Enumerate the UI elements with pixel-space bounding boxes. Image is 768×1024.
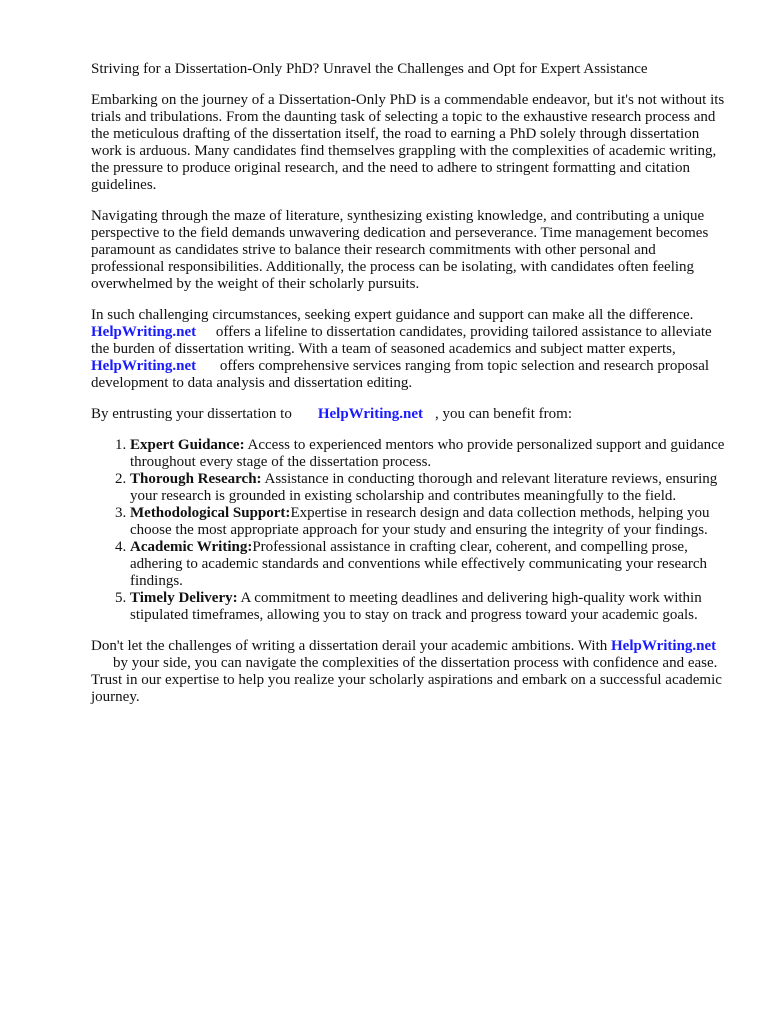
benefit-text: Assistance in conducting thorough and relevant literature reviews, ensuring your research is grounded in existing scholarship and contributes meaningfully to the field. xyxy=(130,471,718,504)
benefits-list xyxy=(91,437,731,624)
assistance-paragraph xyxy=(91,307,731,392)
list-item xyxy=(130,539,731,590)
benefit-text: Access to experienced mentors who provide personalized support and guidance throughout every stage of the dissertation process. xyxy=(130,437,725,470)
helpwriting-link-3[interactable]: HelpWriting.net xyxy=(317,406,423,422)
closing-text-1: Don't let the challenges of writing a dissertation derail your academic ambitions. With xyxy=(91,638,608,654)
benefit-term: Timely Delivery: xyxy=(130,590,238,606)
benefit-text: Expertise in research design and data collection methods, helping you choose the most appropriate approach for your study and ensuring the integrity of your findings. xyxy=(130,505,710,538)
benefit-term: Expert Guidance: xyxy=(130,437,245,453)
helpwriting-link-1[interactable]: HelpWriting.net xyxy=(91,324,197,340)
benefit-term: Academic Writing: xyxy=(130,539,253,555)
closing-paragraph xyxy=(91,638,731,706)
benefit-text: A commitment to meeting deadlines and delivering high-quality work within stipulated timeframes, allowing you to stay on track and progress toward your academic goals. xyxy=(130,590,702,623)
document-page xyxy=(91,60,731,720)
intro-paragraph: Embarking on the journey of a Dissertation-Only PhD is a commendable endeavor, but it's not without its trials and tribulations. From the daunting task of selecting a topic to the exhaustive research process and the meticulous drafting of the dissertation itself, the road to earning a PhD solely through dissertation work is arduous. Many candidates find themselves grappling with the complexities of academic writing, the pressure to produce original research, and the need to adhere to stringent formatting and citation guidelines. xyxy=(91,92,725,193)
list-item xyxy=(130,471,731,505)
list-item xyxy=(130,590,731,624)
helpwriting-link-2[interactable]: HelpWriting.net xyxy=(91,358,197,374)
benefit-intro-text-1: By entrusting your dissertation to xyxy=(91,406,292,422)
benefit-intro-paragraph xyxy=(91,406,731,423)
challenges-paragraph: Navigating through the maze of literature, synthesizing existing knowledge, and contributing a unique perspective to the field demands unwavering dedication and perseverance. Time management becomes paramount as candidates strive to balance their research commitments with other personal and professional responsibilities. Additionally, the process can be isolating, with candidates often feeling overwhelmed by the weight of their scholarly pursuits. xyxy=(91,208,709,292)
list-item xyxy=(130,505,731,539)
benefit-intro-text-2: , you can benefit from: xyxy=(434,406,573,422)
closing-text-2: by your side, you can navigate the complexities of the dissertation process with confidence and ease. Trust in our expertise to help you realize your scholarly aspirations and embark on a successful academic journey. xyxy=(91,655,722,705)
list-item xyxy=(130,437,731,471)
assistance-text-2: offers a lifeline to dissertation candidates, providing tailored assistance to alleviate the burden of dissertation writing. With a team of seasoned academics and subject matter experts, xyxy=(91,324,712,357)
assistance-text-1: In such challenging circumstances, seeking expert guidance and support can make all the difference. xyxy=(91,307,694,323)
document-title: Striving for a Dissertation-Only PhD? Unravel the Challenges and Opt for Expert Assistance xyxy=(91,61,648,77)
assistance-text-3: offers comprehensive services ranging from topic selection and research proposal development to data analysis and dissertation editing. xyxy=(91,358,710,391)
helpwriting-link-4[interactable]: HelpWriting.net xyxy=(611,638,717,654)
benefit-text: Professional assistance in crafting clear, coherent, and compelling prose, adhering to academic standards and conventions while effectively communicating your research findings. xyxy=(130,539,708,589)
benefit-term: Methodological Support: xyxy=(130,505,291,521)
benefit-term: Thorough Research: xyxy=(130,471,262,487)
